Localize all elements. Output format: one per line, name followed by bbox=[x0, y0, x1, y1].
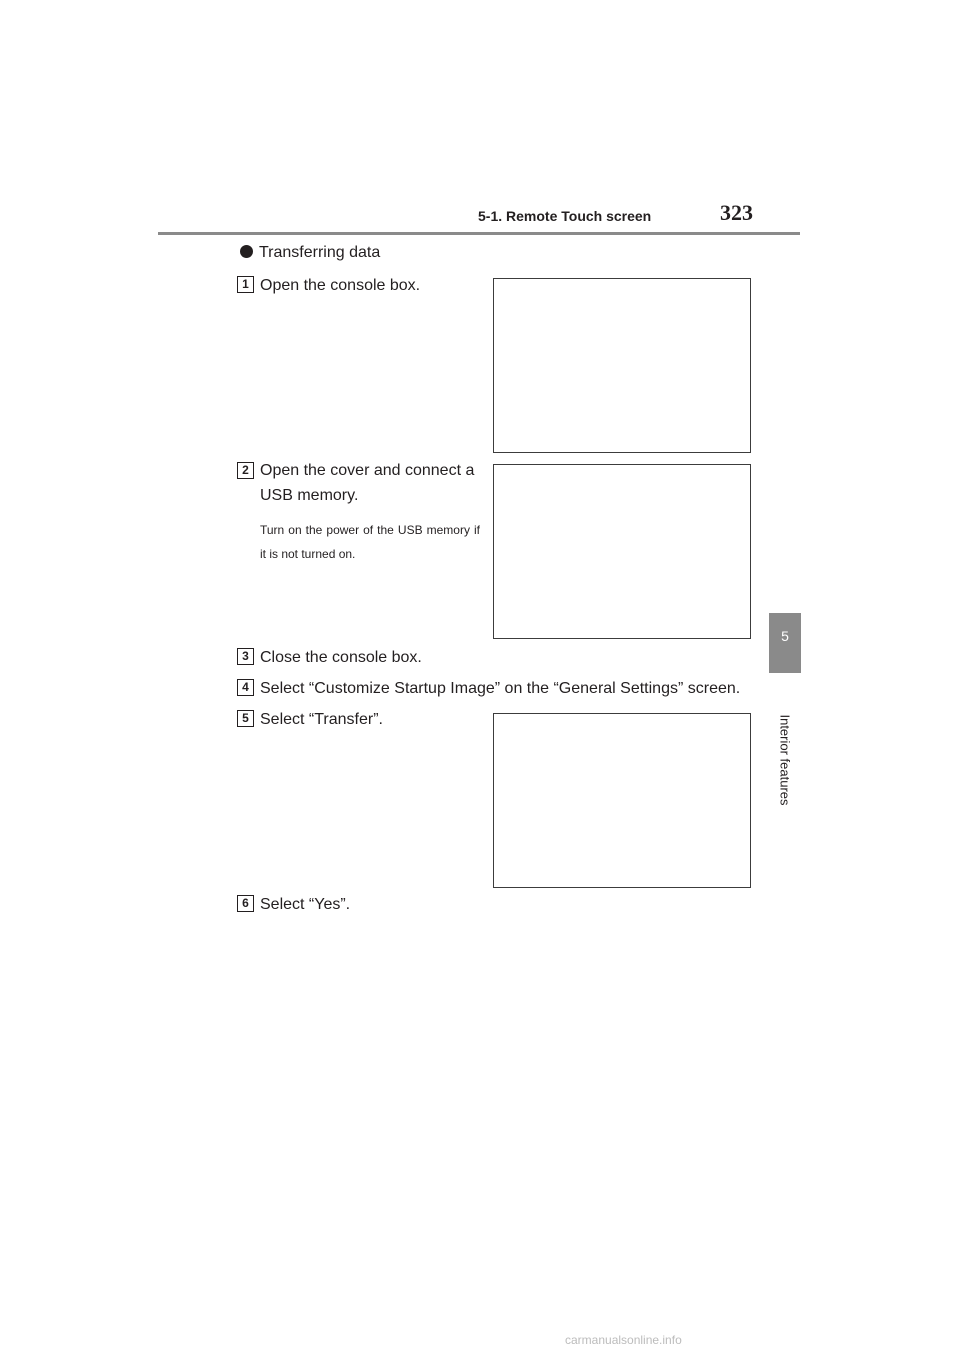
bullet-heading bbox=[240, 244, 380, 262]
step-text-4: Select “Customize Startup Image” on the “General Settings” screen. bbox=[260, 680, 741, 697]
step-number-2: 2 bbox=[237, 462, 254, 479]
bullet-heading-text: Transferring data bbox=[259, 244, 381, 261]
step-1-illustration bbox=[493, 278, 751, 453]
step-text-5: Select “Transfer”. bbox=[260, 711, 383, 728]
step-text-3: Close the console box. bbox=[260, 649, 422, 666]
step-number-6: 6 bbox=[237, 895, 254, 912]
page-number: 323 bbox=[720, 200, 753, 225]
step-text-2: Open the cover and connect a USB memory. bbox=[260, 462, 475, 504]
step-2-illustration bbox=[493, 464, 751, 639]
step-number-4: 4 bbox=[237, 679, 254, 696]
footer-watermark: carmanualsonline.info bbox=[565, 1333, 682, 1347]
step-number-5: 5 bbox=[237, 710, 254, 727]
step-text-1: Open the console box. bbox=[260, 277, 421, 294]
step-5-illustration bbox=[493, 713, 751, 888]
section-title: 5-1. Remote Touch screen bbox=[478, 208, 652, 224]
step-text-6: Select “Yes”. bbox=[260, 896, 351, 913]
chapter-label: Interior features bbox=[777, 714, 793, 806]
step-number-1: 1 bbox=[237, 276, 254, 293]
header-divider bbox=[158, 232, 800, 235]
step-2-note: Turn on the power of the USB memory if it is not turned on. bbox=[260, 523, 480, 561]
step-number-3: 3 bbox=[237, 648, 254, 665]
bullet-icon bbox=[240, 245, 253, 258]
chapter-number: 5 bbox=[781, 628, 789, 644]
